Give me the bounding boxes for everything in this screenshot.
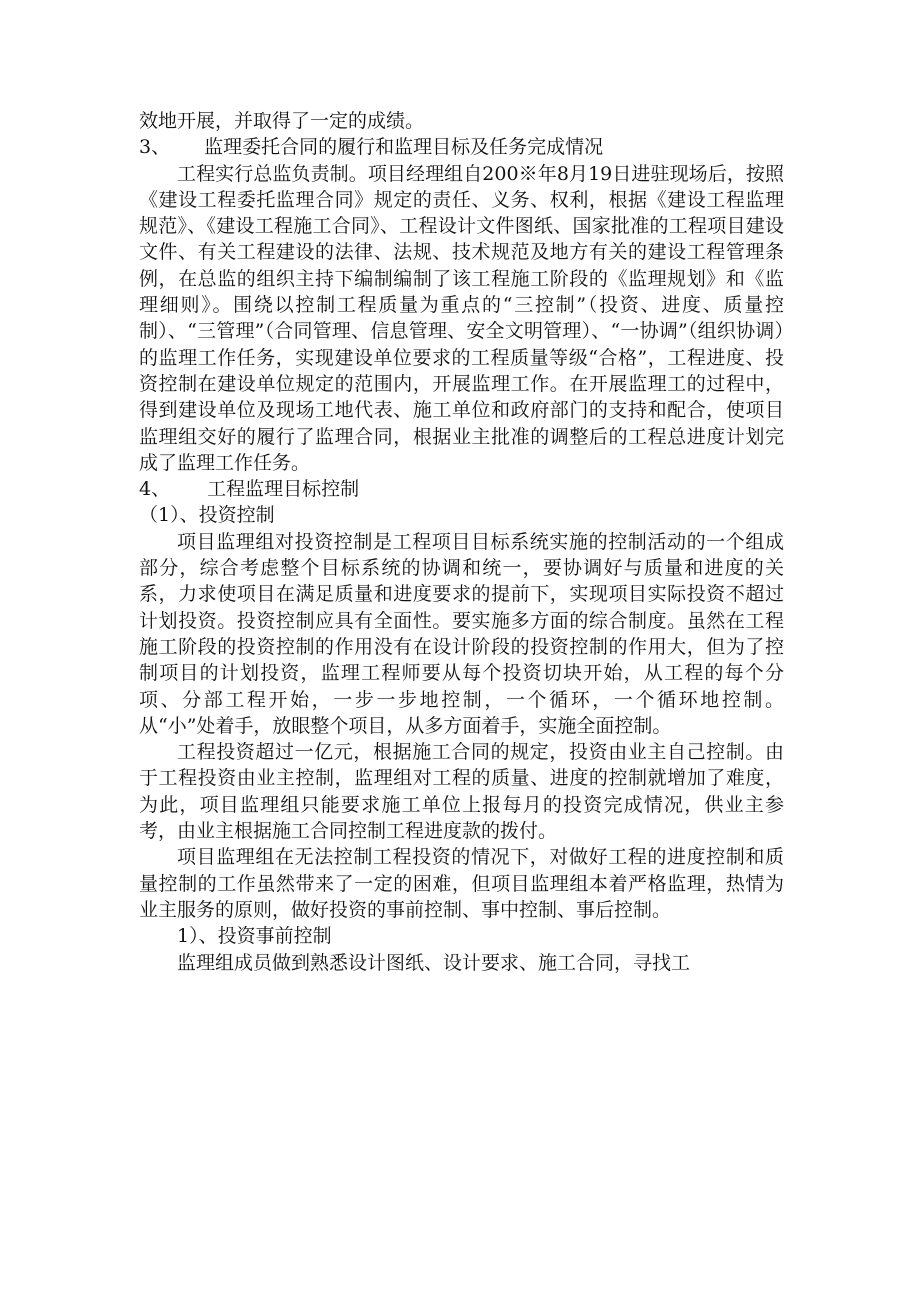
invest-paragraph-3: 项目监理组在无法控制工程投资的情况下，对做好工程的进度控制和质量控制的工作虽然带来了一定的困难，但项目监理组本着严格监理，热情为业主服务的原则，做好投资的事前控制、事中控制、事后控制。 [139, 846, 784, 921]
section-heading-4 [139, 476, 784, 502]
section-heading-3 [139, 134, 784, 160]
document-body [139, 108, 784, 976]
intro-tail-paragraph: 效地开展，并取得了一定的成绩。 [139, 110, 425, 132]
last-paragraph: 监理组成员做到熟悉设计图纸、设计要求、施工合同，寻找工 [177, 951, 691, 974]
subsection-heading-invest: （1）、投资控制 [139, 504, 275, 527]
section-title: 工程监理目标控制 [207, 478, 360, 501]
overview-paragraph: 工程实行总监负责制。项目经理组自200※年8月19日进驻现场后，按照《建设工程委托监理合同》规定的责任、义务、权利，根据《建设工程监理规范》、《建设工程施工合同》、工程设计文件图纸、国家批准的工程项目建设文件、有关工程建设的法律、法规、技术规范及地方有关的建设工程管理条例，在总监的组织主持下编制编制了该工程施工阶段的《监理规划》和《监理细则》。围绕以控制工程质量为重点的“三控制”（投资、进度、质量控制）、“三管理”（合同管理、信息管理、安全文明管理）、“一协调”（组织协调）的监理工作任务，实现建设单位要求的工程质量等级“合格”，工程进度、投资控制在建设单位规定的范围内，开展监理工作。在开展监理工的过程中，得到建设单位及现场工地代表、施工单位和政府部门的支持和配合，使项目监理组交好的履行了监理合同，根据业主批准的调整后的工程总进度计划完成了监理工作任务。 [139, 162, 784, 474]
item-heading-pre-control: 1）、投资事前控制 [177, 925, 332, 948]
section-number: 3、 [139, 136, 171, 159]
invest-paragraph-1: 项目监理组对投资控制是工程项目目标系统实施的控制活动的一个组成部分，综合考虑整个目标系统的协调和统一，要协调好与质量和进度的关系，力求使项目在满足质量和进度要求的提前下，实现项目实际投资不超过计划投资。投资控制应具有全面性。要实施多方面的综合制度。虽然在工程施工阶段的投资控制的作用没有在设计阶段的投资控制的作用大，但为了控制项目的计划投资，监理工程师要从每个投资切块开始，从工程的每个分项、分部工程开始，一步一步地控制，一个循环，一个循环地控制。从“小”处着手，放眼整个项目，从多方面着手，实施全面控制。 [139, 530, 784, 737]
section-title: 监理委托合同的履行和监理目标及任务完成情况 [204, 136, 604, 159]
invest-paragraph-2: 工程投资超过一亿元，根据施工合同的规定，投资由业主自己控制。由于工程投资由业主控制，监理组对工程的质量、进度的控制就增加了难度，为此，项目监理组只能要求施工单位上报每月的投资完成情况，供业主参考，由业主根据施工合同控制工程进度款的拨付。 [139, 741, 784, 843]
section-number: 4、 [139, 478, 171, 501]
